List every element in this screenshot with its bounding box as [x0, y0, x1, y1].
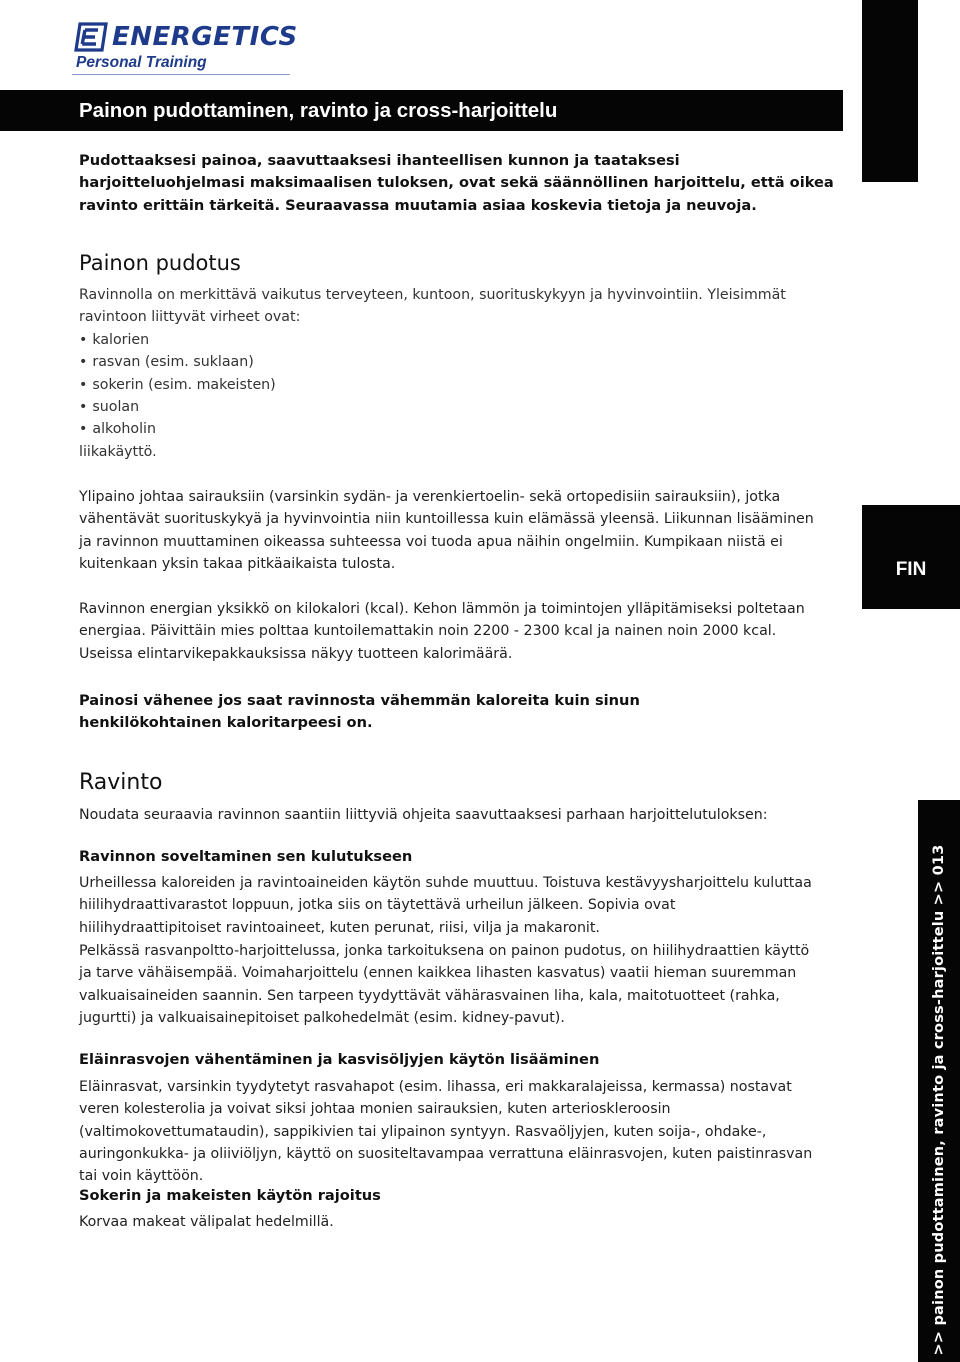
section-paragraph: Pelkässä rasvanpoltto-harjoittelussa, jonka tarkoituksena on painon pudotus, on hiilihydraattien käyttö ja tarve vähäisempää. Voimaharjoittelu (ennen kaikkea lihasten kasvatus) vaatii hieman suuremman valkuaisaineiden saannin. Sen tarpeen tyydyttävät vähärasvainen liha, kala, maitotuotteet (rahka, jugurtti) ja valkuaisainepitoiset palkohedelmät (esim. kidney-pavut). — [79, 943, 810, 1026]
side-section-tab — [918, 800, 960, 1362]
page-title: Painon pudottaminen, ravinto ja cross-harjoittelu — [79, 99, 558, 122]
language-label: FIN — [895, 559, 927, 580]
section-title: Ravinnon soveltaminen sen kulutukseen — [79, 848, 413, 865]
error-list — [79, 329, 479, 440]
list-item: • alkoholin — [79, 418, 479, 440]
painon-lead: Ravinnolla on merkittävä vaikutus terveyteen, kuntoon, suorituskykyyn ja hyvinvointiin. Yleisimmät ravintoon liittyvät virheet ovat: — [79, 287, 786, 326]
title-bar — [0, 90, 843, 131]
language-tab — [862, 505, 960, 609]
intro-paragraph: Pudottaaksesi painoa, saavuttaaksesi ihanteellisen kunnon ja taataksesi harjoitteluohjelmasi maksimaalisen tuloksen, ovat sekä säännöllinen harjoittelu, että oikea ravinto erittäin tärkeitä. Seuraavassa muutamia asiaa koskevia tietoja ja neuvoja. — [79, 152, 834, 214]
heading-painon-pudotus: Painon pudotus — [79, 251, 241, 275]
section-paragraph: Eläinrasvat, varsinkin tyydytetyt rasvahapot (esim. lihassa, eri makkaralajeissa, kermassa) nostavat veren kolesterolia ja voivat siksi johtaa monien sairauksien, kuten arterioskleroosin (valtimokovettumataudin), sappikivien tai ylipainon syntyyn. Rasvaöljyjen, kuten soija-, ohdake-, auringonkukka- ja oliiviöljyn, käyttö on suositeltavampaa verrattuna eläinrasvojen, kuten paistinrasvan tai voin käyttöön. — [79, 1079, 813, 1185]
logo-brand: ENERGETICS — [112, 22, 298, 52]
side-section-label: >> painon pudottaminen, ravinto ja cross-harjoittelu >> 013 — [931, 844, 947, 1356]
logo-divider — [72, 74, 290, 75]
logo-subtitle: Personal Training — [76, 54, 207, 71]
ravinto-lead: Noudata seuraavia ravinnon saantiin liittyviä ohjeita saavuttaaksesi parhaan harjoittelutuloksen: — [79, 807, 768, 823]
section-paragraph: Korvaa makeat välipalat hedelmillä. — [79, 1214, 334, 1230]
section-title: Eläinrasvojen vähentäminen ja kasvisöljyjen käytön lisääminen — [79, 1051, 600, 1068]
key-statement: Painosi vähenee jos saat ravinnosta vähemmän kaloreita kuin sinun henkilökohtainen kaloritarpeesi on. — [79, 692, 640, 732]
section-paragraph: Urheillessa kaloreiden ja ravintoaineiden käytön suhde muuttuu. Toistuva kestävyysharjoittelu kuluttaa hiilihydraattivarastot loppuun, jotka siis on täytettävä urheilun jälkeen. Sopivia ovat hiilihydraattipitoiset ravintoaineet, kuten perunat, riisi, vilja ja makaronit. — [79, 875, 812, 936]
list-item: • rasvan (esim. suklaan) — [79, 351, 479, 373]
section-title: Sokerin ja makeisten käytön rajoitus — [79, 1187, 381, 1204]
list-item: • kalorien — [79, 329, 479, 351]
overweight-paragraph: Ylipaino johtaa sairauksiin (varsinkin sydän- ja verenkiertoelin- sekä ortopedisiin sairauksiin), jotka vähentävät suorituskykyä ja hyvinvointia niin kuntoillessa kuin elämässä yleensä. Liikunnan lisääminen ja ravinnon muuttaminen oikeassa suhteessa voi tuoda apua näihin ongelmiin. Kumpikaan niistä ei kuitenkaan yksin takaa pitkäaikaista tulosta. — [79, 489, 814, 572]
list-item: • sokerin (esim. makeisten) — [79, 374, 479, 396]
logo-e-badge-icon — [72, 22, 108, 52]
list-item: • suolan — [79, 396, 479, 418]
after-list-text: liikakäyttö. — [79, 444, 157, 460]
heading-ravinto: Ravinto — [79, 770, 163, 795]
energy-paragraph: Ravinnon energian yksikkö on kilokalori (kcal). Kehon lämmön ja toimintojen ylläpitämiseksi poltetaan energiaa. Päivittäin mies polttaa kuntoilemattakin noin 2200 - 2300 kcal ja nainen noin 2000 kcal. Useissa elintarvikepakkauksissa näkyy tuotteen kalorimäärä. — [79, 601, 805, 662]
energetics-logo — [72, 18, 298, 76]
top-right-tab — [862, 0, 918, 182]
